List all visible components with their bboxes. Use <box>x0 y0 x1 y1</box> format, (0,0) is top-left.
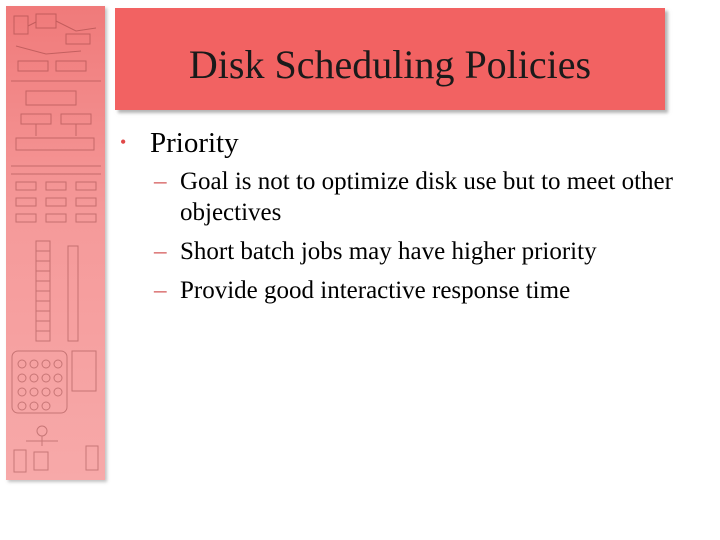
sub-bullet-text: Provide good interactive response time <box>180 277 571 304</box>
slide-title: Disk Scheduling Policies <box>188 41 592 87</box>
sub-bullet-text: Goal is not to optimize disk use but to meet other objectives <box>180 168 673 226</box>
slide-content <box>118 127 708 314</box>
sub-bullet-list <box>154 166 708 306</box>
circuit-diagram-decoration <box>6 6 105 480</box>
sub-bullet-item <box>154 236 708 267</box>
sub-bullet-item <box>154 166 708 228</box>
bullet-text: Priority <box>150 127 239 159</box>
title-bar <box>115 8 665 110</box>
dash-marker: – <box>154 168 167 195</box>
sub-bullet-item <box>154 275 708 306</box>
bullet-marker: • <box>120 132 127 152</box>
sub-bullet-text: Short batch jobs may have higher priority <box>180 238 597 265</box>
dash-marker: – <box>154 238 167 265</box>
decorative-side-strip <box>6 6 105 480</box>
dash-marker: – <box>154 277 167 304</box>
bullet-item <box>118 127 708 160</box>
